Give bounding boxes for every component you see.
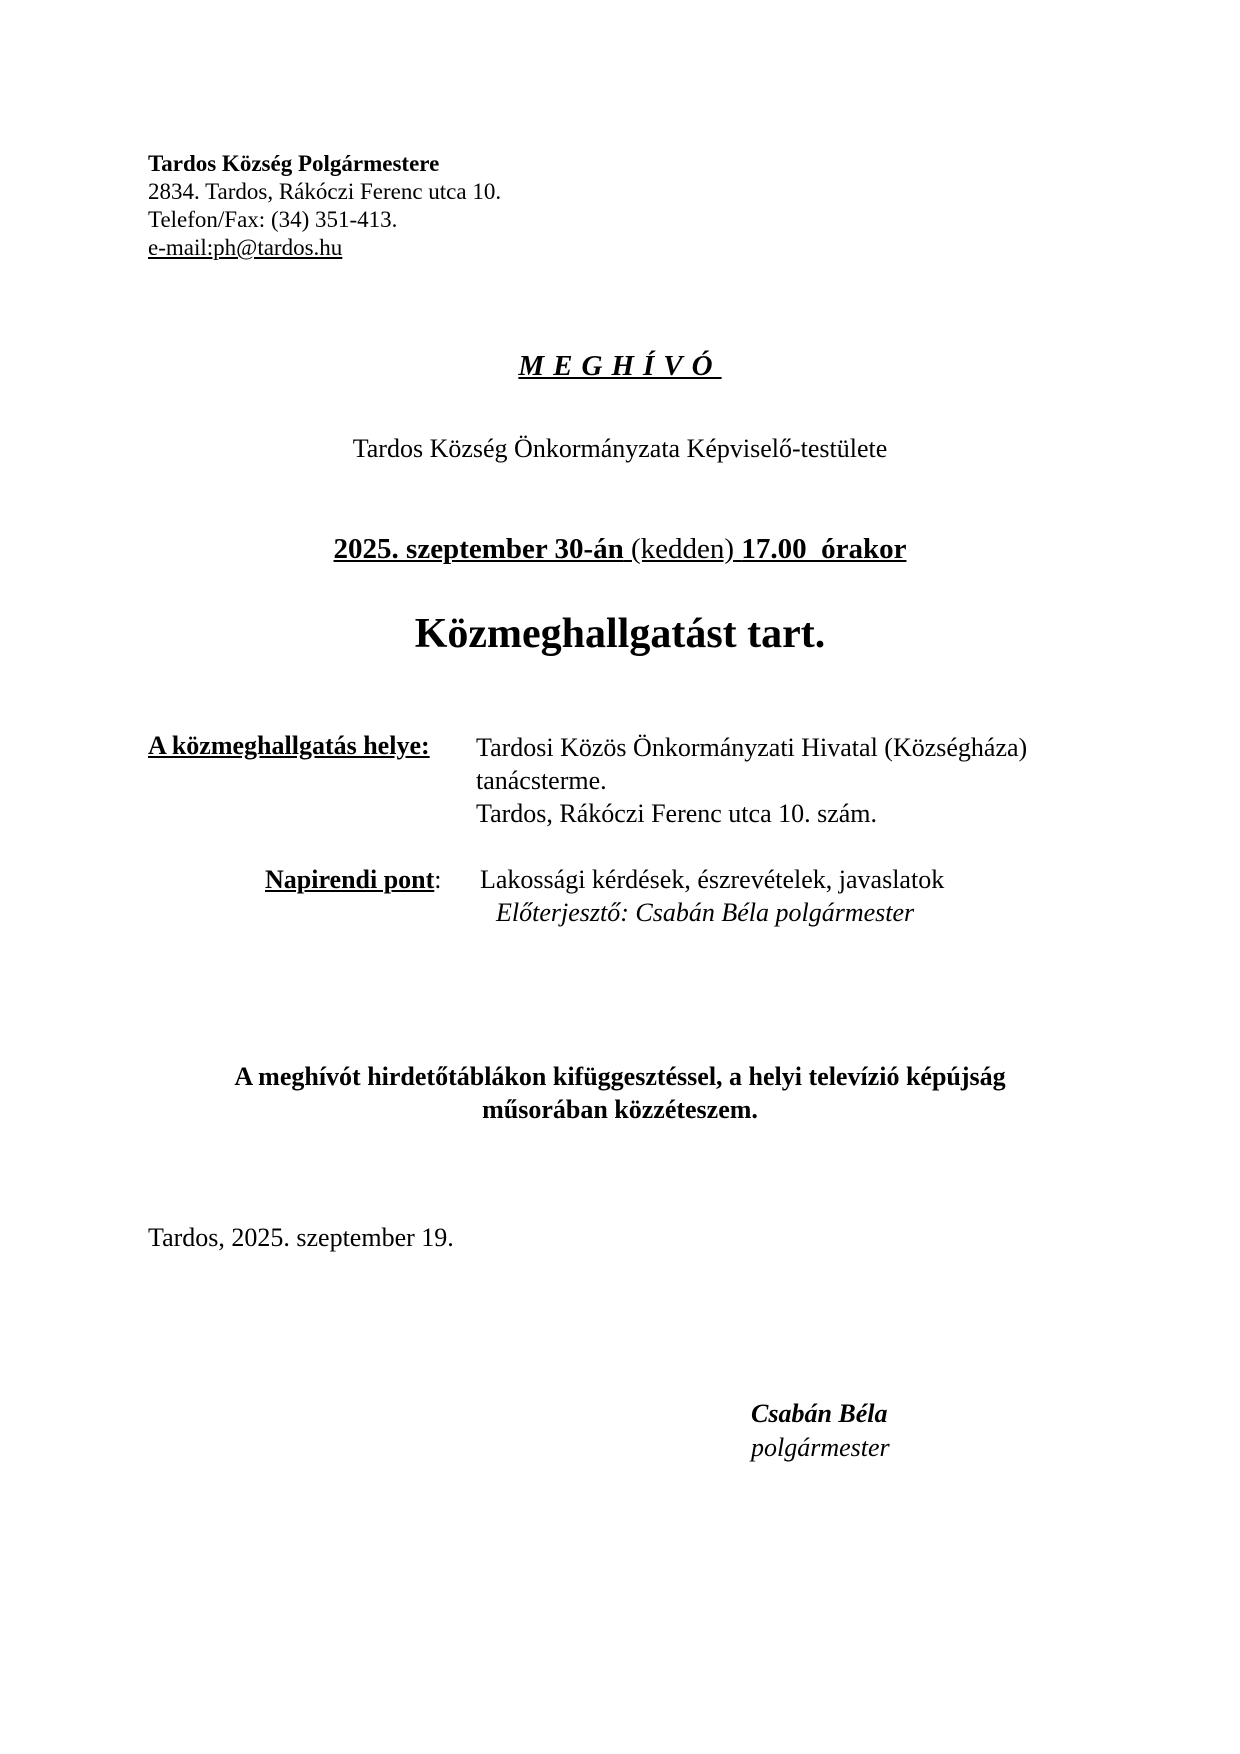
agenda-label: Napirendi pont (265, 865, 435, 894)
place-details (476, 731, 1027, 830)
agenda-item: Lakossági kérdések, észrevételek, javaslatok (480, 865, 945, 894)
place-and-date: Tardos, 2025. szeptember 19. (148, 1223, 454, 1252)
announcement-heading: Közmeghallgatást tart. (414, 611, 826, 657)
sender-name: Tardos Község Polgármestere (148, 151, 440, 176)
document-title: MEGHÍVÓ (518, 350, 722, 382)
sender-block (148, 150, 501, 262)
notice-line-2: műsorában közzéteszem. (482, 1095, 758, 1124)
place-label: A közmeghallgatás helye: (148, 731, 430, 760)
notice-line-1: A meghívót hirdetőtáblákon kifüggesztéssel, a helyi televízió képújság (234, 1062, 1006, 1091)
place-line-1: Tardosi Közös Önkormányzati Hivatal (Községháza) (476, 733, 1028, 762)
publication-notice (0, 1060, 1240, 1126)
sender-address: 2834. Tardos, Rákóczi Ferenc utca 10. (148, 179, 502, 204)
agenda-label-wrap (265, 865, 442, 895)
meeting-time: 17.00 órakor (741, 533, 907, 565)
signature-block (751, 1397, 890, 1465)
agenda-presenter: Előterjesztő: Csabán Béla polgármester (496, 898, 915, 927)
signatory-role: polgármester (751, 1433, 890, 1462)
agenda-colon: : (434, 865, 442, 894)
subject-line: Tardos Község Önkormányzata Képviselő-testülete (352, 434, 888, 463)
sender-phone: Telefon/Fax: (34) 351-413. (148, 207, 398, 232)
meeting-day: (kedden) (631, 533, 735, 565)
place-line-3: Tardos, Rákóczi Ferenc utca 10. szám. (476, 799, 878, 828)
sender-email: e-mail:ph@tardos.hu (148, 235, 343, 260)
meeting-date: 2025. szeptember 30-án (333, 533, 624, 565)
meeting-date-line (0, 533, 1240, 566)
place-line-2: tanácsterme. (476, 766, 607, 795)
signatory-name: Csabán Béla (751, 1399, 888, 1428)
